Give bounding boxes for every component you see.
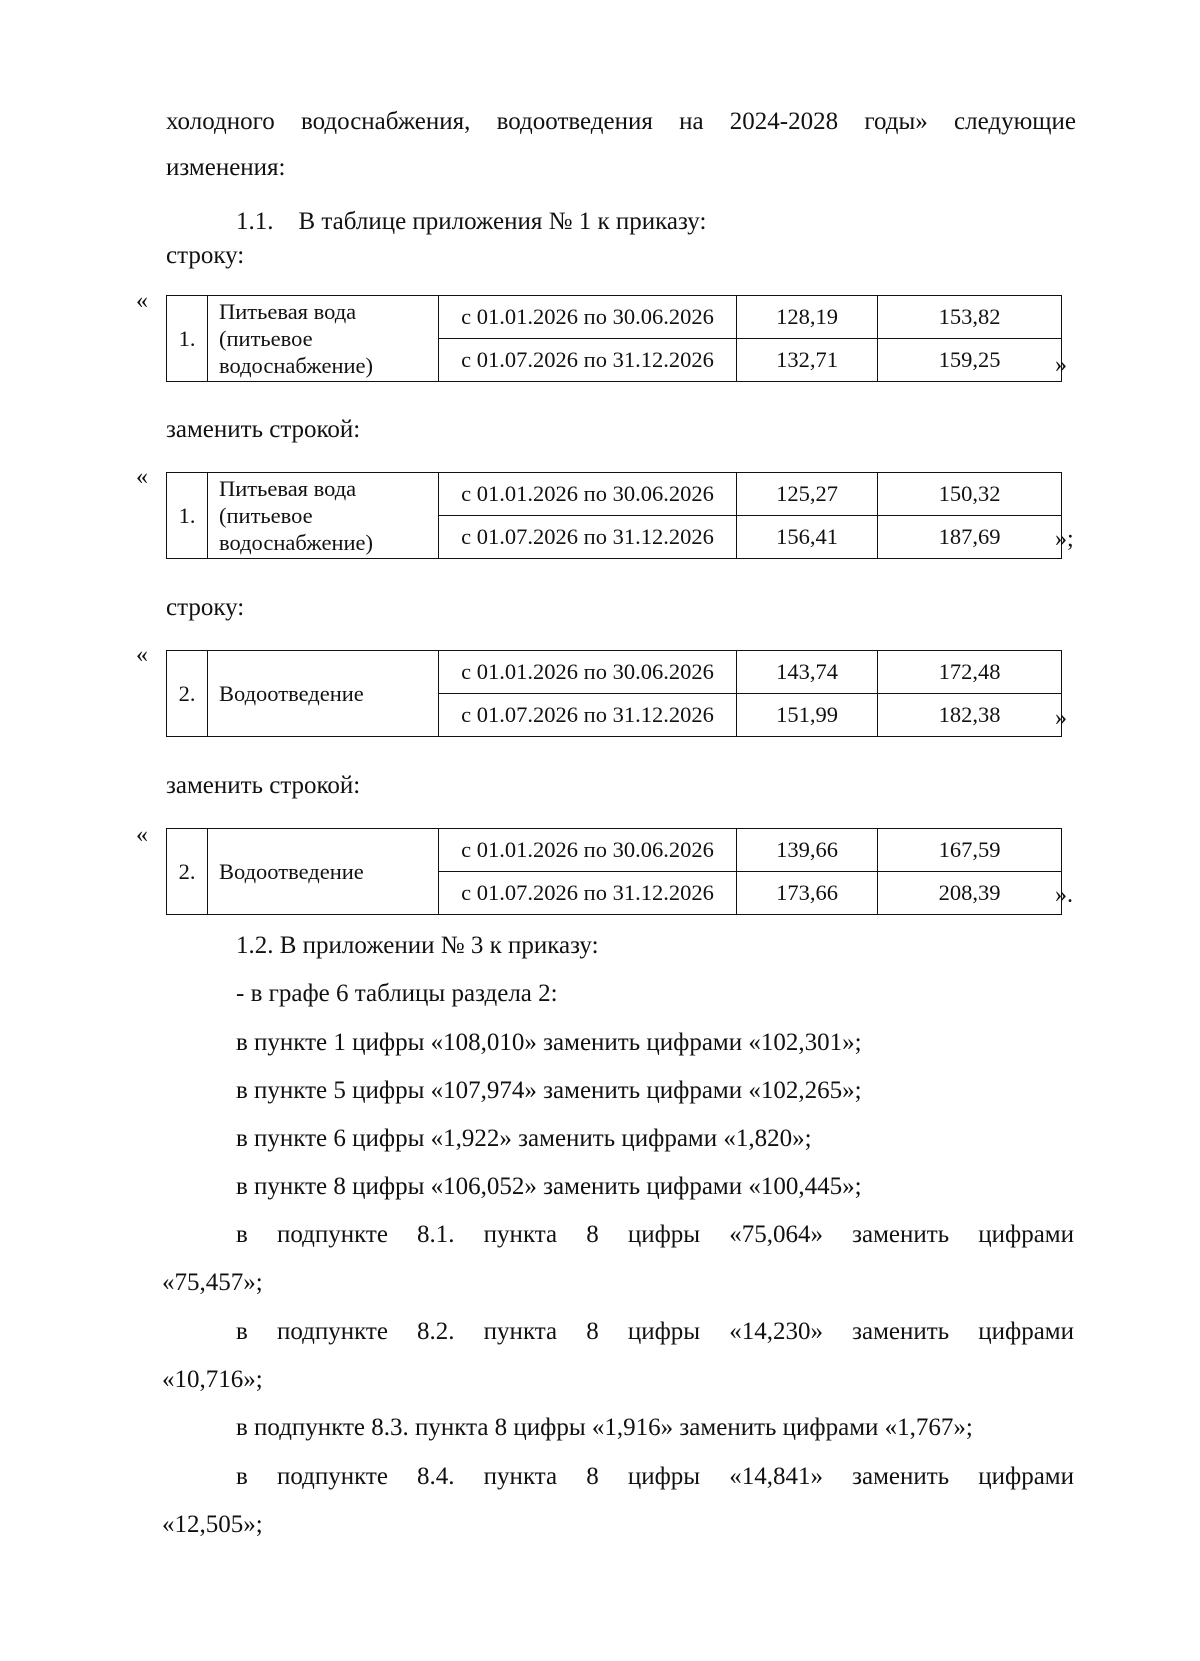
tariff-value-cell: 139,66 xyxy=(737,829,878,872)
intro-line-2: изменения: xyxy=(166,154,286,181)
service-name: Водоотведение xyxy=(208,651,439,737)
tariff-vat-value-cell: 182,38 xyxy=(878,694,1062,737)
period-cell: с 01.01.2026 по 30.06.2026 xyxy=(439,651,737,694)
tariff-table-3 xyxy=(166,650,1062,737)
tariff-vat-value-cell: 208,39 xyxy=(878,872,1062,915)
amendment-p8-4-cont: «12,505»; xyxy=(162,1511,263,1538)
label-replace-2: заменить строкой: xyxy=(166,772,361,799)
close-quote-1: » xyxy=(1055,352,1067,378)
tariff-vat-value-cell: 172,48 xyxy=(878,651,1062,694)
label-row-2: строку: xyxy=(166,594,245,621)
amendment-p8-3: в подпункте 8.3. пункта 8 цифры «1,916» заменить цифрами «1,767»; xyxy=(236,1414,973,1441)
amendment-p1: в пункте 1 цифры «108,010» заменить цифрами «102,301»; xyxy=(236,1029,862,1056)
tariff-vat-value-cell: 150,32 xyxy=(878,473,1062,516)
table-row xyxy=(167,829,1062,872)
period-cell: с 01.01.2026 по 30.06.2026 xyxy=(439,473,737,516)
open-quote-1: « xyxy=(136,288,148,314)
tariff-vat-value-cell: 167,59 xyxy=(878,829,1062,872)
amendment-p8-2-cont: «10,716»; xyxy=(162,1366,263,1393)
period-cell: с 01.07.2026 по 31.12.2026 xyxy=(439,694,737,737)
tariff-vat-value-cell: 159,25 xyxy=(878,339,1062,382)
service-name: Питьевая вода (питьевое водоснабжение) xyxy=(208,296,439,382)
open-quote-4: « xyxy=(136,822,148,848)
tariff-vat-value-cell: 187,69 xyxy=(878,516,1062,559)
section-1-2-heading: 1.2. В приложении № 3 к приказу: xyxy=(236,932,599,959)
amendment-p8-2: в подпункте 8.2. пункта 8 цифры «14,230» заменить цифрами xyxy=(236,1318,1074,1345)
close-quote-3: » xyxy=(1055,705,1067,731)
open-quote-2: « xyxy=(136,464,148,490)
service-name: Водоотведение xyxy=(208,829,439,915)
close-quote-2: »; xyxy=(1055,526,1074,552)
intro-line-1: холодного водоснабжения, водоотведения на 2024-2028 годы» следующие xyxy=(166,108,1076,135)
tariff-value-cell: 132,71 xyxy=(737,339,878,382)
item-1-1-heading: 1.1. В таблице приложения № 1 к приказу: xyxy=(236,208,707,235)
section-1-2-sub: - в графе 6 таблицы раздела 2: xyxy=(236,980,558,1007)
row-number: 2. xyxy=(167,651,208,737)
tariff-table-2 xyxy=(166,472,1062,559)
row-number: 1. xyxy=(167,473,208,559)
tariff-value-cell: 156,41 xyxy=(737,516,878,559)
tariff-value-cell: 173,66 xyxy=(737,872,878,915)
period-cell: с 01.07.2026 по 31.12.2026 xyxy=(439,872,737,915)
amendment-p8-1-cont: «75,457»; xyxy=(162,1269,263,1296)
amendment-p8-1: в подпункте 8.1. пункта 8 цифры «75,064» заменить цифрами xyxy=(236,1221,1074,1248)
row-number: 1. xyxy=(167,296,208,382)
label-replace-1: заменить строкой: xyxy=(166,416,361,443)
label-row-1: строку: xyxy=(166,242,245,269)
tariff-value-cell: 128,19 xyxy=(737,296,878,339)
amendment-p8-4: в подпункте 8.4. пункта 8 цифры «14,841» заменить цифрами xyxy=(236,1463,1074,1490)
tariff-value-cell: 125,27 xyxy=(737,473,878,516)
open-quote-3: « xyxy=(136,642,148,668)
service-name: Питьевая вода (питьевое водоснабжение) xyxy=(208,473,439,559)
period-cell: с 01.07.2026 по 31.12.2026 xyxy=(439,339,737,382)
tariff-vat-value-cell: 153,82 xyxy=(878,296,1062,339)
period-cell: с 01.01.2026 по 30.06.2026 xyxy=(439,829,737,872)
table-row xyxy=(167,473,1062,516)
tariff-table-4 xyxy=(166,828,1062,915)
amendment-p8: в пункте 8 цифры «106,052» заменить цифрами «100,445»; xyxy=(236,1173,862,1200)
table-row xyxy=(167,296,1062,339)
table-row xyxy=(167,651,1062,694)
close-quote-4: ». xyxy=(1055,882,1073,908)
tariff-table-1 xyxy=(166,295,1062,382)
period-cell: с 01.07.2026 по 31.12.2026 xyxy=(439,516,737,559)
tariff-value-cell: 143,74 xyxy=(737,651,878,694)
row-number: 2. xyxy=(167,829,208,915)
amendment-p5: в пункте 5 цифры «107,974» заменить цифрами «102,265»; xyxy=(236,1077,862,1104)
amendment-p6: в пункте 6 цифры «1,922» заменить цифрами «1,820»; xyxy=(236,1125,812,1152)
period-cell: с 01.01.2026 по 30.06.2026 xyxy=(439,296,737,339)
tariff-value-cell: 151,99 xyxy=(737,694,878,737)
